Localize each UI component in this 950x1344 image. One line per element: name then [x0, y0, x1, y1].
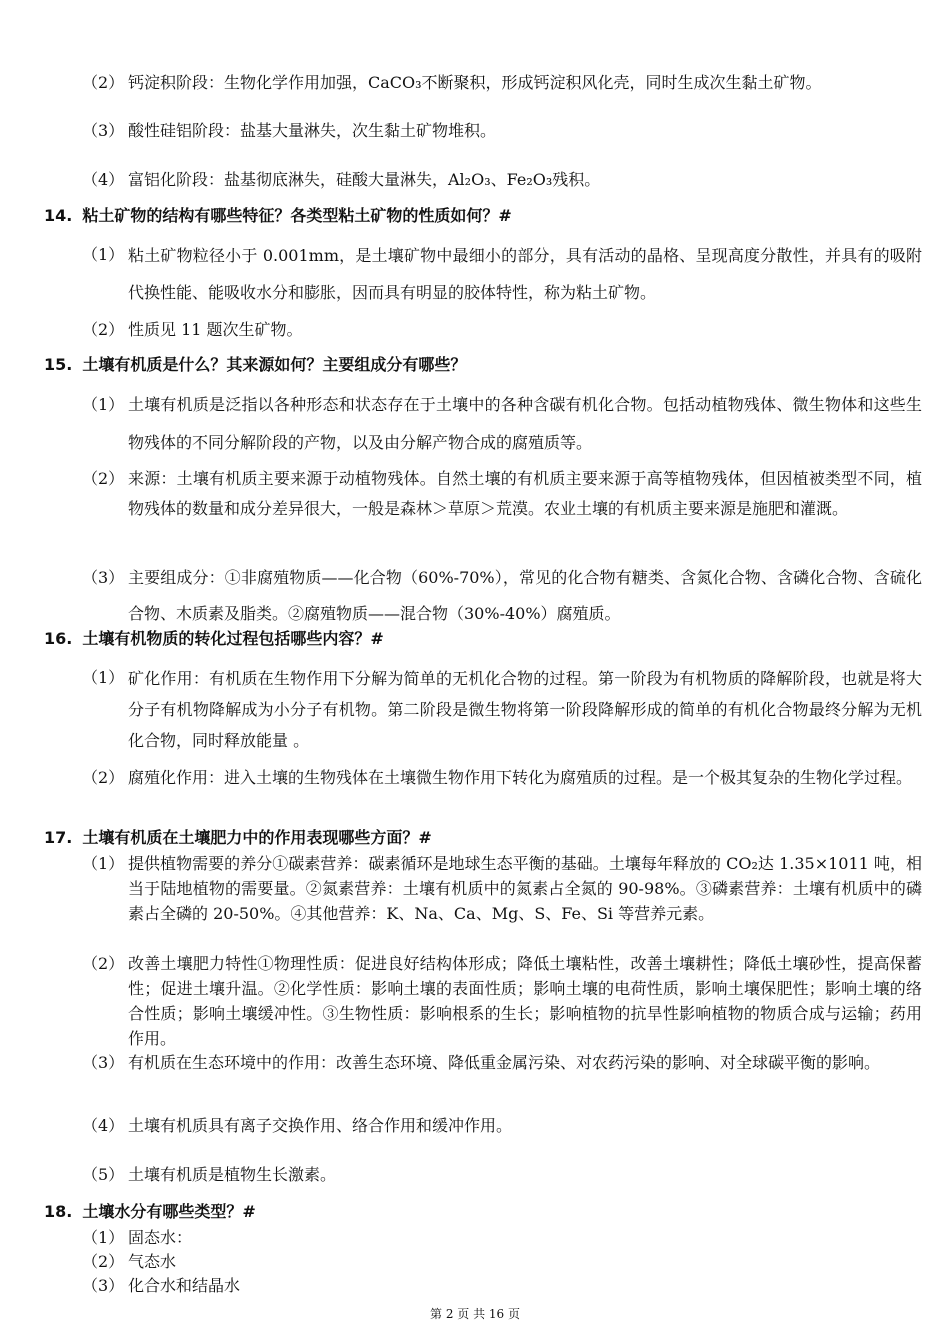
item-number: （3） — [82, 121, 125, 140]
item-number: （2） — [82, 73, 125, 92]
item-text: 腐殖化作用：进入土壤的生物残体在土壤微生物作用下转化为腐殖质的过程。是一个极其复杂的生物化学过程。 — [128, 768, 913, 787]
question-title: 土壤有机质是什么？其来源如何？主要组成分有哪些？ — [82, 355, 467, 374]
item-number: （1） — [82, 245, 125, 264]
list-item — [82, 1225, 922, 1250]
question-heading — [44, 1200, 924, 1224]
list-item — [82, 167, 922, 193]
list-item — [82, 317, 922, 343]
item-text: 化合水和结晶水 — [128, 1276, 241, 1295]
item-number: （5） — [82, 1165, 125, 1184]
item-text: 土壤有机质是植物生长激素。 — [128, 1165, 337, 1184]
list-item — [82, 1050, 922, 1075]
question-heading — [44, 627, 924, 651]
page-footer: 第 2 页 共 16 页 — [430, 1307, 520, 1321]
list-item — [82, 851, 922, 926]
item-number: （1） — [82, 1228, 125, 1247]
item-number: （2） — [82, 320, 125, 339]
item-text: 酸性硅铝阶段：盐基大量淋失，次生黏土矿物堆积。 — [128, 121, 497, 140]
question-heading — [44, 826, 924, 850]
item-number: （1） — [82, 395, 125, 414]
item-text: 性质见 11 题次生矿物。 — [128, 320, 303, 339]
item-text: 有机质在生态环境中的作用：改善生态环境、降低重金属污染、对农药污染的影响、对全球碳平衡的影响。 — [128, 1053, 881, 1072]
item-number: （3） — [82, 568, 125, 587]
item-text: 气态水 — [128, 1252, 177, 1271]
list-item — [82, 118, 922, 144]
question-title: 土壤有机质在土壤肥力中的作用表现哪些方面？# — [82, 828, 432, 847]
item-number: （1） — [82, 854, 125, 873]
item-text: 来源：土壤有机质主要来源于动植物残体。自然土壤的有机质主要来源于高等植物残体，但因植被类型不同，植物残体的数量和成分差异很大，一般是森林＞草原＞荒漠。农业土壤的有机质主要来源是施肥和灌溉。 — [128, 469, 922, 518]
item-text: 提供植物需要的养分①碳素营养：碳素循环是地球生态平衡的基础。土壤每年释放的 CO₂达 1.35×1011 吨，相当于陆地植物的需要量。②氮素营养：土壤有机质中的氮素占全氮的 90-98%。③磷素营养：土壤有机质中的磷素占全磷的 20-50%。④其他营养：K、Na、Ca、Mg、S、Fe、Si 等营养元素。 — [128, 854, 922, 923]
question-number: 17. — [44, 828, 73, 847]
list-item — [82, 951, 922, 1051]
question-number: 16. — [44, 629, 73, 648]
item-text: 主要组成分：①非腐殖物质——化合物（60%-70%），常见的化合物有糖类、含氮化合物、含磷化合物、含硫化合物、木质素及脂类。②腐殖物质——混合物（30%-40%）腐殖质。 — [128, 568, 922, 623]
list-item — [82, 665, 922, 756]
item-number: （3） — [82, 1276, 125, 1295]
question-number: 15. — [44, 355, 73, 374]
list-item — [82, 70, 922, 96]
list-item — [82, 1273, 922, 1298]
question-heading — [44, 353, 924, 377]
list-item — [82, 392, 922, 462]
question-heading — [44, 204, 924, 228]
question-title: 粘土矿物的结构有哪些特征？各类型粘土矿物的性质如何？# — [82, 206, 512, 225]
item-number: （2） — [82, 469, 125, 488]
question-title: 土壤水分有哪些类型？# — [82, 1202, 256, 1221]
list-item — [82, 1113, 922, 1139]
item-text: 改善土壤肥力特性①物理性质：促进良好结构体形成；降低土壤粘性，改善土壤耕性；降低土壤砂性，提高保蓄性；促进土壤升温。②化学性质：影响土壤的表面性质；影响土壤的电荷性质，影响土壤保肥性；影响土壤的络合性质；影响土壤缓冲性。③生物性质：影响根系的生长；影响植物的抗旱性影响植物的物质合成与运输；药用作用。 — [128, 954, 922, 1048]
item-number: （2） — [82, 954, 125, 973]
item-number: （4） — [82, 170, 125, 189]
item-number: （1） — [82, 668, 125, 687]
item-text: 粘土矿物粒径小于 0.001mm，是土壤矿物中最细小的部分，具有活动的晶格、呈现高度分散性，并具有的吸附代换性能、能吸收水分和膨胀，因而具有明显的胶体特性，称为粘土矿物。 — [128, 246, 922, 302]
list-item — [82, 1249, 922, 1274]
list-item — [82, 466, 922, 524]
item-number: （2） — [82, 1252, 125, 1271]
question-number: 14. — [44, 206, 73, 225]
question-title: 土壤有机物质的转化过程包括哪些内容？# — [82, 629, 384, 648]
item-number: （4） — [82, 1116, 125, 1135]
list-item — [82, 565, 922, 632]
item-text: 钙淀积阶段：生物化学作用加强，CaCO₃不断聚积，形成钙淀积风化壳，同时生成次生黏土矿物。 — [128, 73, 822, 92]
item-text: 富铝化阶段：盐基彻底淋失，硅酸大量淋失，Al₂O₃、Fe₂O₃残积。 — [128, 170, 601, 189]
item-text: 矿化作用：有机质在生物作用下分解为简单的无机化合物的过程。第一阶段为有机物质的降解阶段，也就是将大分子有机物降解成为小分子有机物。第二阶段是微生物将第一阶段降解形成的简单的有机化合物最终分解为无机化合物，同时释放能量 。 — [128, 669, 922, 750]
item-number: （2） — [82, 768, 125, 787]
list-item — [82, 242, 922, 311]
question-number: 18. — [44, 1202, 73, 1221]
list-item — [82, 765, 922, 796]
item-number: （3） — [82, 1053, 125, 1072]
item-text: 土壤有机质具有离子交换作用、络合作用和缓冲作用。 — [128, 1116, 513, 1135]
list-item — [82, 1162, 922, 1188]
item-text: 固态水： — [128, 1228, 193, 1247]
item-text: 土壤有机质是泛指以各种形态和状态存在于土壤中的各种含碳有机化合物。包括动植物残体、微生物体和这些生物残体的不同分解阶段的产物，以及由分解产物合成的腐殖质等。 — [128, 395, 922, 452]
